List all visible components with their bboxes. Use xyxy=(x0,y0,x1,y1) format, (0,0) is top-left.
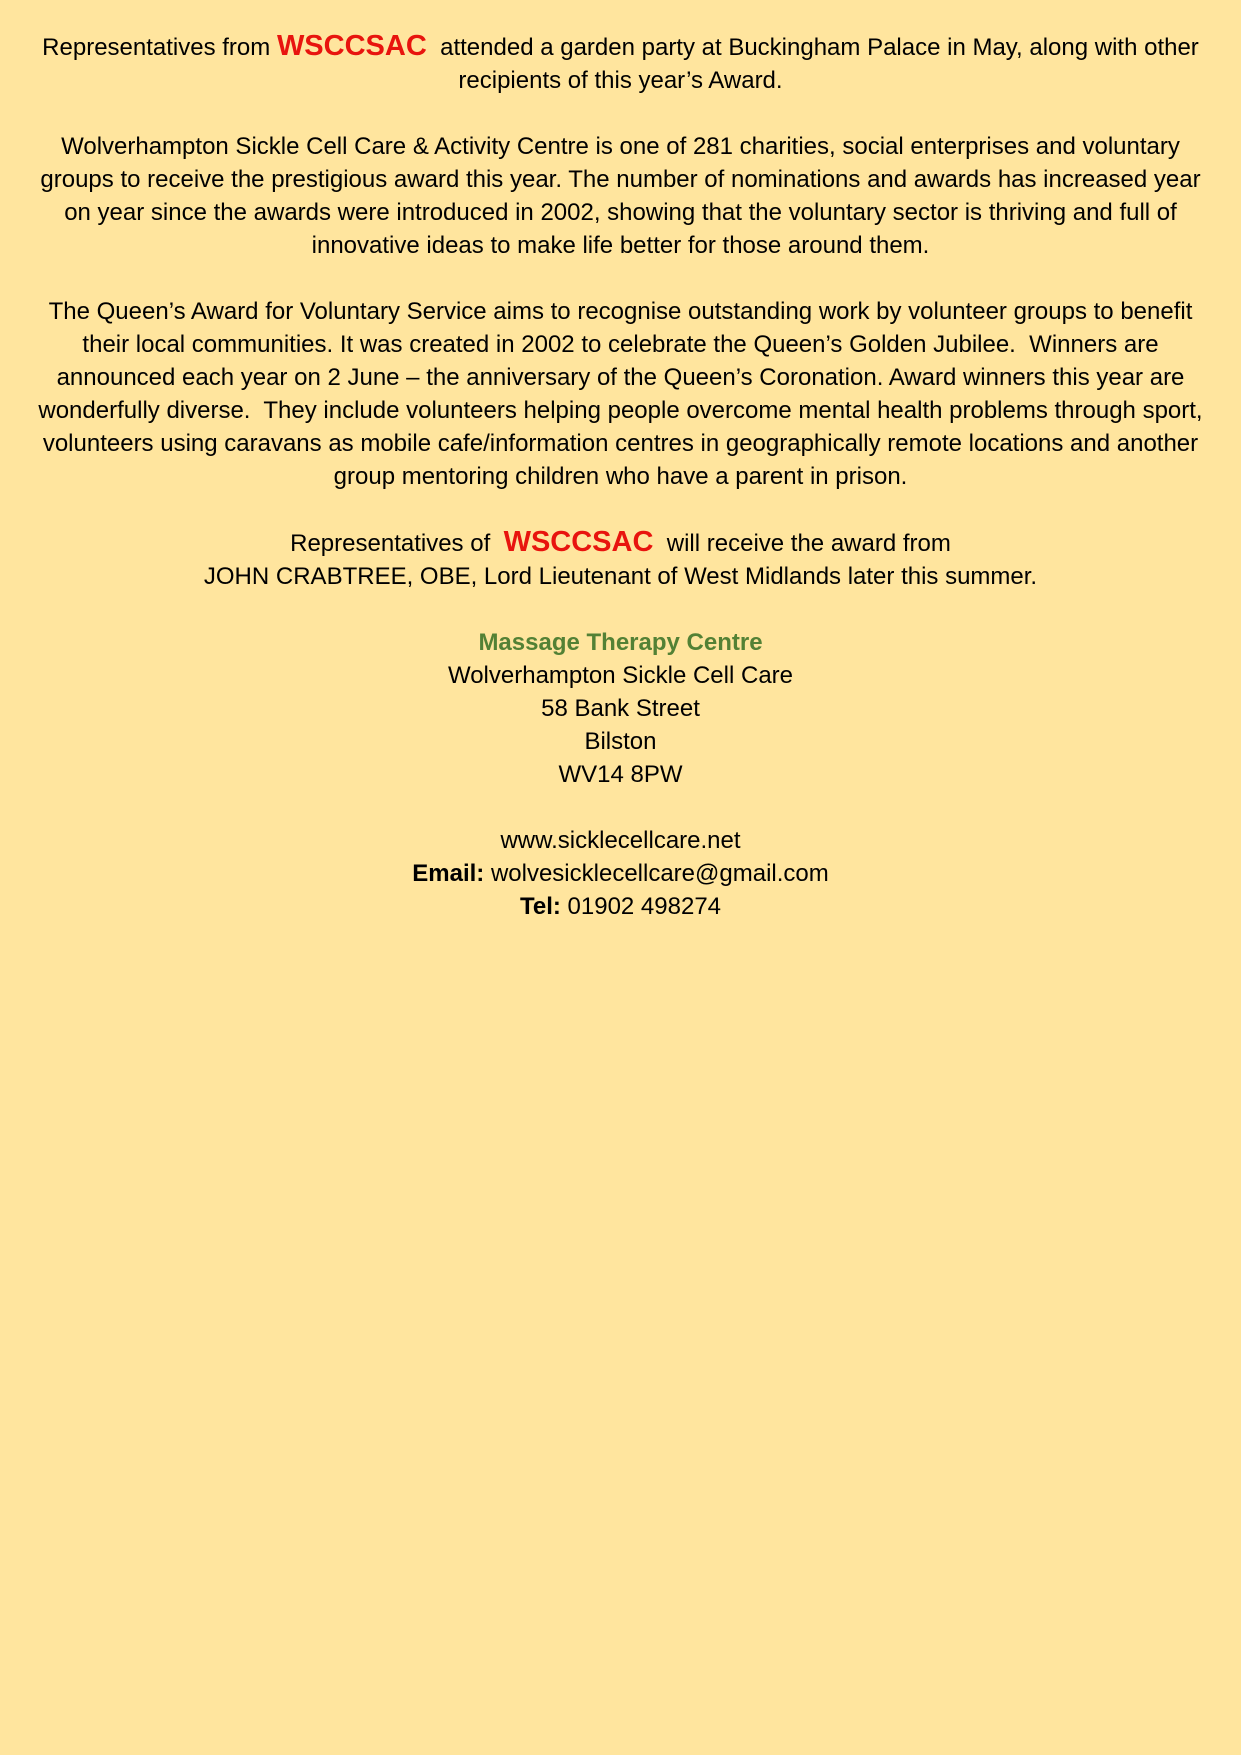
contact-block xyxy=(30,626,1211,923)
spacer xyxy=(30,97,1211,130)
address-line: WV14 8PW xyxy=(558,761,683,788)
email-line xyxy=(30,857,1211,890)
intro-text-after: attended a garden party at Buckingham Palace in May, along with other recipients of this year’s Award. xyxy=(426,34,1206,94)
award-presentation-paragraph xyxy=(30,526,1211,593)
email-link[interactable]: wolvesicklecellcare@gmail.com xyxy=(484,860,829,887)
award-line-2: JOHN CRABTREE, OBE, Lord Lieutenant of West Midlands later this summer. xyxy=(203,563,1038,590)
address-line: 58 Bank Street xyxy=(541,695,700,722)
award-info-paragraph: The Queen’s Award for Voluntary Service aims to recognise outstanding work by volunteer groups to benefit their local communities. It was created in 2002 to celebrate the Queen’s Golden Jubilee. Winners are announced each year on 2 June – the anniversary of the Queen’s Coronation. Award winners this year are wonderfully diverse. They include volunteers helping people overcome mental health problems through sport, volunteers using caravans as mobile cafe/information centres in geographically remote locations and another group mentoring children who have a parent in prison. xyxy=(38,298,1210,490)
intro-paragraph xyxy=(30,30,1211,97)
tel-label: Tel: xyxy=(519,893,561,920)
address-line: Wolverhampton Sickle Cell Care xyxy=(447,662,794,689)
email-label: Email: xyxy=(412,860,485,887)
website-link[interactable]: www.sicklecellcare.net xyxy=(500,827,741,854)
spacer xyxy=(30,262,1211,295)
award-text-before: Representatives of xyxy=(290,530,504,557)
brand-name: WSCCSAC xyxy=(276,30,427,62)
award-line-1 xyxy=(30,526,1211,560)
award-text-after: will receive the award from xyxy=(653,530,951,557)
tel-line xyxy=(30,890,1211,923)
spacer xyxy=(30,593,1211,626)
contact-title: Massage Therapy Centre xyxy=(478,629,763,656)
brand-name: WSCCSAC xyxy=(503,526,654,558)
tel-number: 01902 498274 xyxy=(560,893,722,920)
address-line: Bilston xyxy=(584,728,657,755)
intro-text-before: Representatives from xyxy=(42,34,277,61)
spacer xyxy=(30,791,1211,824)
charity-paragraph: Wolverhampton Sickle Cell Care & Activity Centre is one of 281 charities, social enterprises and voluntary groups to receive the prestigious award this year. The number of nominations and awards has increased year on year since the awards were introduced in 2002, showing that the voluntary sector is thriving and full of innovative ideas to make life better for those around them. xyxy=(40,133,1201,259)
spacer xyxy=(30,493,1211,526)
